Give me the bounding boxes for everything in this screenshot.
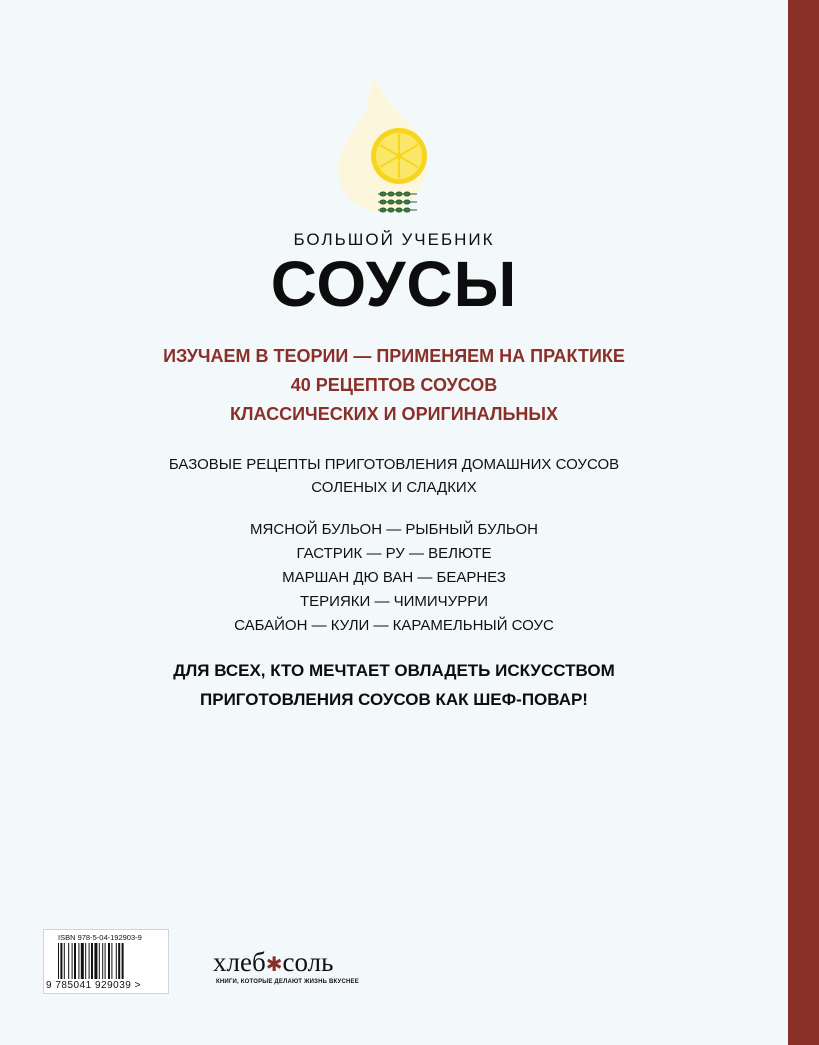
barcode-digits: 9 785041 929039 > — [46, 980, 141, 991]
recipe-line: САБАЙОН — КУЛИ — КАРАМЕЛЬНЫЙ СОУС — [234, 617, 554, 634]
publisher-name-right: соль — [282, 947, 334, 977]
barcode-icon — [58, 943, 154, 979]
highlight-line: 40 РЕЦЕПТОВ СОУСОВ — [290, 375, 498, 395]
cover-tagline — [0, 656, 788, 714]
barcode-box — [43, 929, 169, 994]
highlight-line: КЛАССИЧЕСКИХ И ОРИГИНАЛЬНЫХ — [229, 404, 559, 424]
recipe-line: ТЕРИЯКИ — ЧИМИЧУРРИ — [299, 593, 488, 610]
publisher-tagline: КНИГИ, КОТОРЫЕ ДЕЛАЮТ ЖИЗНЬ ВКУСНЕЕ — [216, 979, 359, 985]
isbn-label: ISBN 978-5-04-192903-9 — [58, 933, 142, 942]
book-title: СОУСЫ — [270, 248, 518, 320]
recipe-line: МЯСНОЙ БУЛЬОН — РЫБНЫЙ БУЛЬОН — [250, 521, 538, 538]
spine-strip — [788, 0, 819, 1045]
sauce-drop-icon — [333, 72, 433, 222]
highlight-line: ИЗУЧАЕМ В ТЕОРИИ — ПРИМЕНЯЕМ НА ПРАКТИКЕ — [163, 346, 625, 366]
book-subtitle: БОЛЬШОЙ УЧЕБНИК — [293, 230, 495, 249]
recipe-line: ГАСТРИК — РУ — ВЕЛЮТЕ — [296, 545, 492, 562]
tagline-line: ДЛЯ ВСЕХ, КТО МЕЧТАЕТ ОВЛАДЕТЬ ИСКУССТВОМ — [173, 661, 615, 680]
recipe-line: МАРШАН ДЮ ВАН — БЕАРНЕЗ — [282, 569, 506, 586]
base-line: СОЛЕНЫХ И СЛАДКИХ — [311, 479, 477, 496]
publisher-star-icon: ✱ — [265, 954, 283, 976]
red-highlights — [0, 342, 788, 429]
publisher-name-left: хлеб — [213, 947, 266, 977]
base-recipes-text — [0, 453, 788, 499]
recipe-list — [0, 518, 788, 638]
base-line: БАЗОВЫЕ РЕЦЕПТЫ ПРИГОТОВЛЕНИЯ ДОМАШНИХ СОУСОВ — [168, 456, 620, 473]
tagline-line: ПРИГОТОВЛЕНИЯ СОУСОВ КАК ШЕФ-ПОВАР! — [200, 690, 588, 709]
sauce-drop-emblem — [333, 72, 433, 222]
lemon-slice-icon — [371, 128, 427, 184]
publisher-logo — [213, 947, 373, 980]
